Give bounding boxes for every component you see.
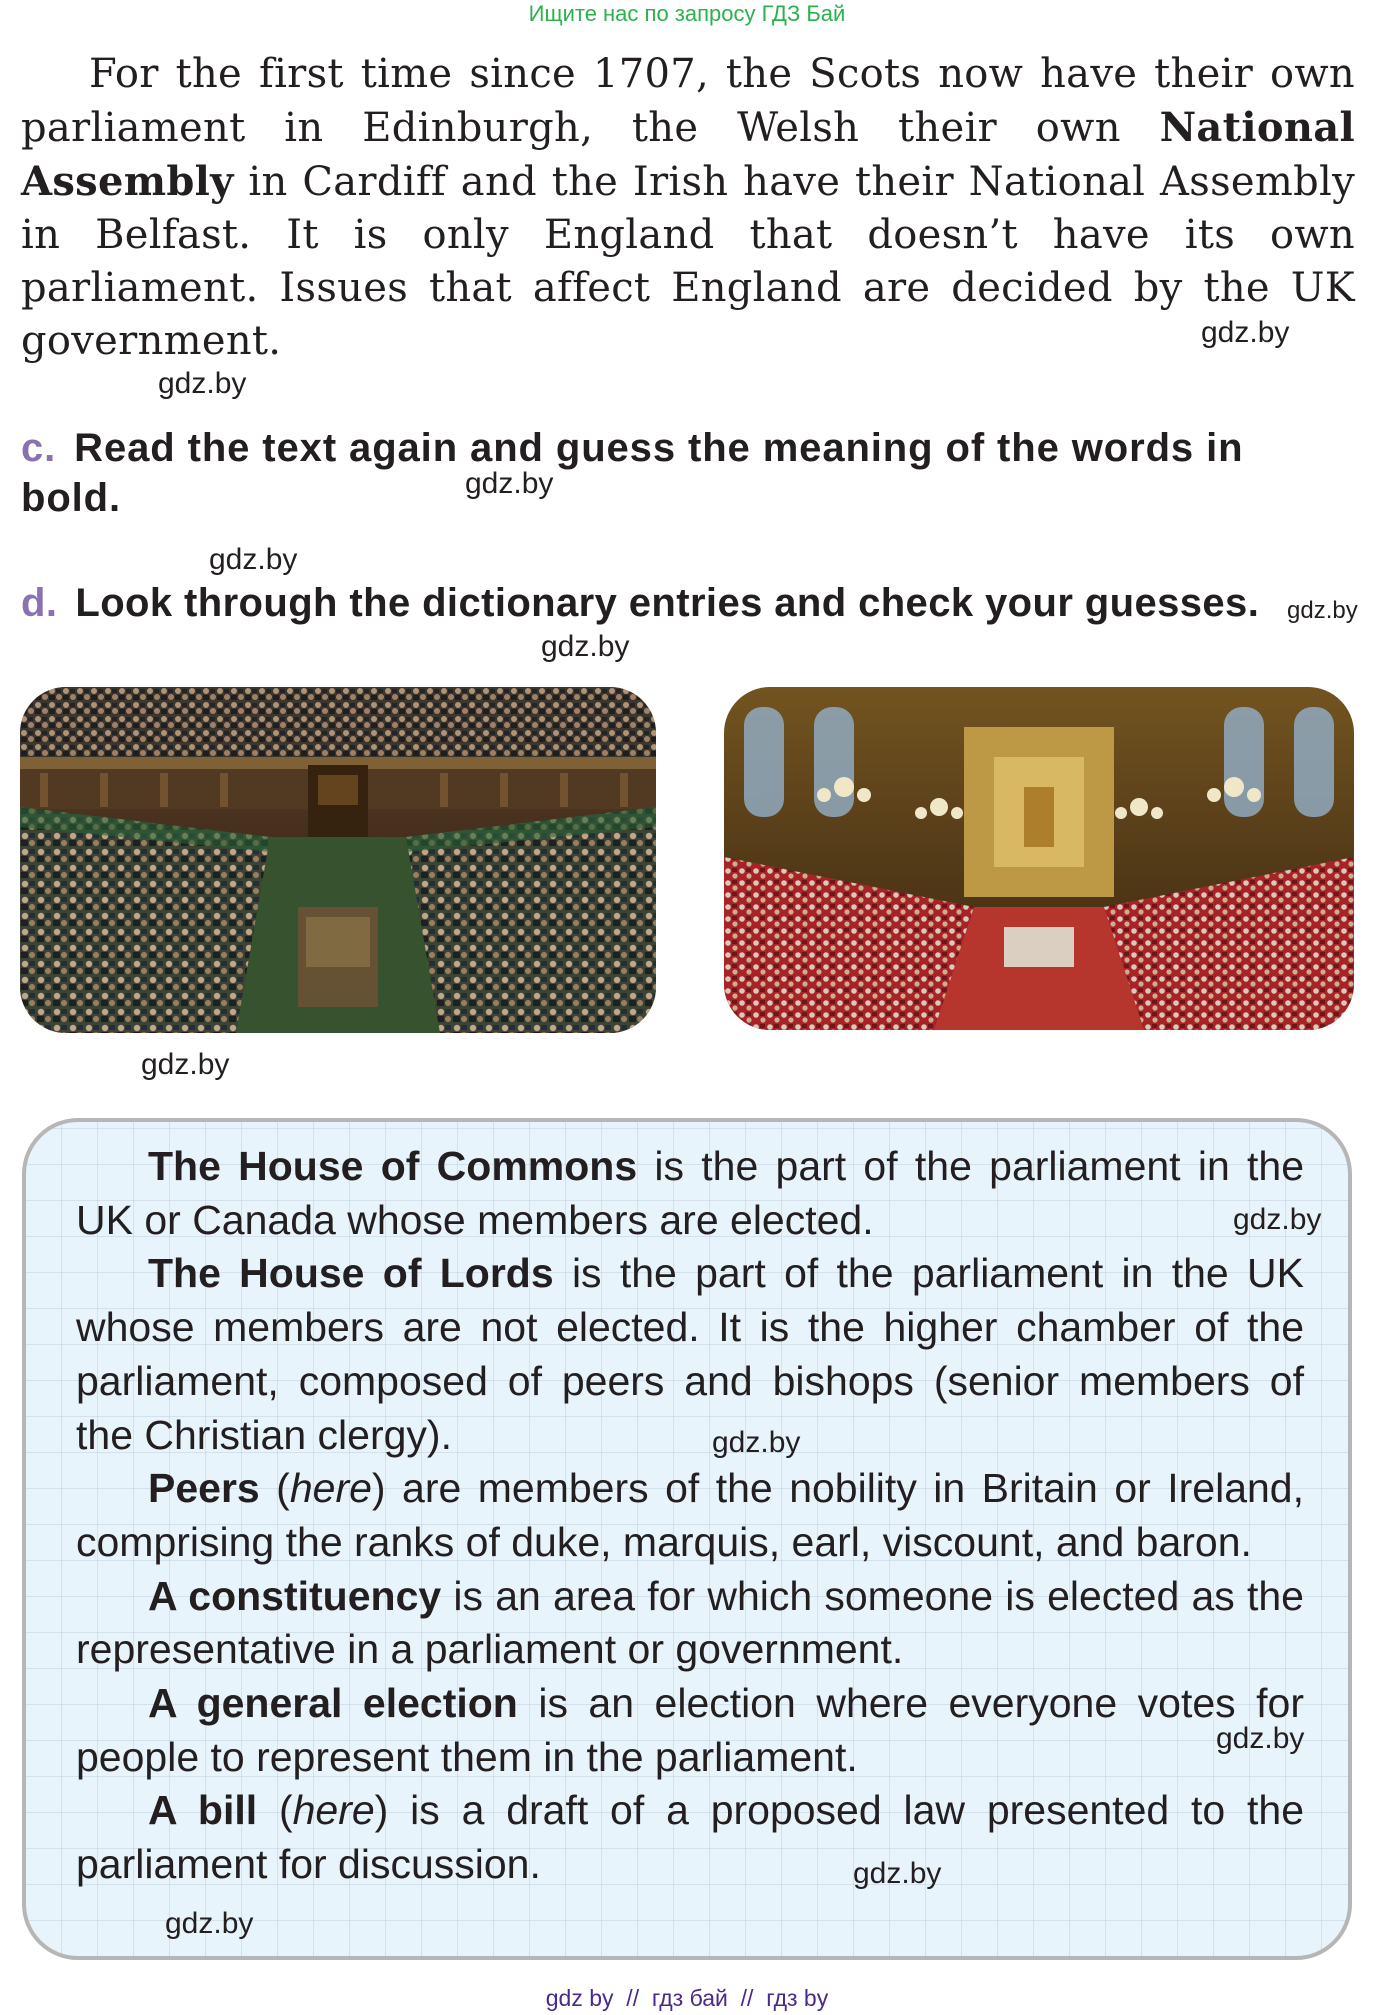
task-d-text: Look through the dictionary entries and check your guesses. — [75, 581, 1260, 625]
watermark: gdz.by — [1216, 1722, 1305, 1755]
task-d-letter: d. — [21, 581, 58, 625]
entry-term: Peers — [148, 1465, 260, 1512]
dictionary-entry-general-election — [76, 1677, 1304, 1784]
dictionary-entries — [76, 1140, 1304, 1892]
intro-paragraph — [21, 48, 1355, 368]
watermark: gdz.by — [465, 467, 554, 500]
entry-term: The House of Lords — [148, 1250, 554, 1297]
house-of-commons-photo — [20, 687, 656, 1033]
dictionary-entry-peers — [76, 1462, 1304, 1569]
dictionary-entry-constituency — [76, 1570, 1304, 1677]
dictionary-entry-house-of-commons — [76, 1140, 1304, 1247]
task-c-text: Read the text again and guess the meaning of the words in bold. — [21, 426, 1244, 520]
entry-term: The House of Commons — [148, 1143, 638, 1189]
entry-definition: ) are members of the nobility in Britain or Ireland, comprising the ranks of duke, marquis, earl, viscount, and baron. — [76, 1465, 1304, 1565]
entry-term: A constituency — [148, 1572, 442, 1619]
entry-definition: is the part of the parliament in the UK or Canada whose members are elected. — [76, 1143, 1304, 1243]
entry-note: here — [292, 1787, 375, 1834]
paragraph-text-2: in Cardiff and the Irish have their National Assembly in Belfast. It is only England that doesn’t have its own parliament. Issues that affect England are decided by the UK government. — [21, 159, 1355, 364]
entry-definition: ) is a draft of a proposed law presented to the parliament for discussion. — [76, 1787, 1305, 1888]
top-banner[interactable]: Ищите нас по запросу ГДЗ Бай — [528, 1, 846, 26]
entry-term: A general election — [148, 1680, 518, 1727]
watermark: gdz.by — [853, 1857, 942, 1890]
dictionary-entry-house-of-lords — [76, 1247, 1304, 1462]
entry-term: A bill — [148, 1787, 258, 1834]
entry-note: here — [289, 1465, 372, 1512]
watermark: gdz.by — [209, 543, 298, 576]
paragraph-text-1: For the first time since 1707, the Scots now have their own parliament in Edinburgh, the Welsh their own — [21, 51, 1355, 151]
watermark: gdz.by — [141, 1048, 230, 1081]
bold-term-national-assembly: National Assembly — [21, 104, 1355, 205]
house-of-lords-photo — [724, 687, 1354, 1030]
watermark: gdz.by — [165, 1907, 254, 1940]
watermark: gdz.by — [541, 630, 630, 663]
entry-paren-open: ( — [257, 1787, 293, 1834]
watermark: gdz.by — [1201, 316, 1290, 349]
entry-definition: is an election where everyone votes for people to represent them in the parliament. — [76, 1680, 1304, 1780]
watermark: gdz.by — [712, 1426, 801, 1459]
entry-definition: is an area for which someone is elected as the representative in a parliament or government. — [76, 1572, 1304, 1673]
dictionary-entry-bill — [76, 1784, 1304, 1891]
task-d — [21, 578, 1355, 628]
task-c-letter: c. — [21, 426, 57, 470]
entry-definition: is the part of the parliament in the UK whose members are not elected. It is the higher chamber of the parliament, composed of peers and bishops (senior members of the Christian clergy). — [76, 1250, 1304, 1458]
task-c — [21, 423, 1355, 523]
watermark: gdz.by — [1233, 1203, 1322, 1236]
entry-paren-open: ( — [259, 1465, 290, 1512]
footer-links[interactable]: gdz by // гдз бай // гдз by — [545, 1985, 829, 2011]
watermark: gdz.by — [158, 367, 247, 400]
watermark: gdz.by — [1287, 597, 1358, 624]
